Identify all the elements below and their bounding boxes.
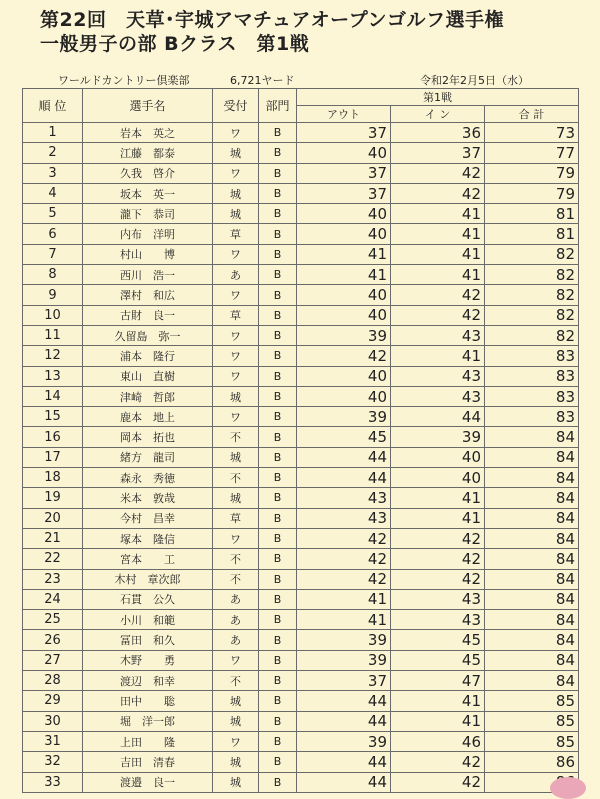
rank-cell: 14 [23,386,83,406]
col-header-rank: 順 位 [23,89,83,123]
course-yardage: 6,721ヤード [230,74,295,87]
player-name-cell: 西川 浩一 [83,265,213,285]
total-score-cell: 84 [485,671,579,691]
division-cell: B [259,731,297,751]
in-score-cell: 41 [391,204,485,224]
col-header-total: 合 計 [485,106,579,123]
out-score-cell: 37 [297,163,391,183]
rank-cell: 1 [23,123,83,143]
division-cell: B [259,224,297,244]
rank-cell: 19 [23,488,83,508]
player-name-cell: 坂本 英一 [83,183,213,203]
club-cell: あ [213,265,259,285]
results-body [23,123,579,793]
table-row [23,650,579,670]
player-name-cell: 江藤 都泰 [83,143,213,163]
club-cell: ワ [213,325,259,345]
rank-cell: 18 [23,468,83,488]
club-cell: ワ [213,528,259,548]
total-score-cell: 79 [485,183,579,203]
in-score-cell: 43 [391,325,485,345]
rank-cell: 4 [23,183,83,203]
rank-cell: 25 [23,610,83,630]
in-score-cell: 43 [391,610,485,630]
results-table [22,88,579,793]
rank-cell: 23 [23,569,83,589]
out-score-cell: 44 [297,447,391,467]
player-name-cell: 岩本 英之 [83,123,213,143]
player-name-cell: 田中 聡 [83,691,213,711]
out-score-cell: 40 [297,305,391,325]
table-row [23,224,579,244]
player-name-cell: 浦本 隆行 [83,346,213,366]
division-cell: B [259,325,297,345]
rank-cell: 22 [23,549,83,569]
in-score-cell: 45 [391,650,485,670]
in-score-cell: 42 [391,305,485,325]
player-name-cell: 堀 洋一郎 [83,711,213,731]
total-score-cell: 84 [485,427,579,447]
in-score-cell: 41 [391,691,485,711]
in-score-cell: 40 [391,468,485,488]
total-score-cell: 84 [485,589,579,609]
division-cell: B [259,671,297,691]
in-score-cell: 43 [391,386,485,406]
total-score-cell: 82 [485,244,579,264]
in-score-cell: 36 [391,123,485,143]
out-score-cell: 42 [297,346,391,366]
total-score-cell: 84 [485,610,579,630]
division-cell: B [259,488,297,508]
club-cell: 城 [213,143,259,163]
player-name-cell: 米本 敦哉 [83,488,213,508]
division-cell: B [259,691,297,711]
table-row [23,386,579,406]
club-cell: ワ [213,244,259,264]
table-row [23,549,579,569]
division-cell: B [259,143,297,163]
total-score-cell: 85 [485,711,579,731]
total-score-cell: 83 [485,346,579,366]
out-score-cell: 41 [297,265,391,285]
division-cell: B [259,650,297,670]
club-cell: 城 [213,447,259,467]
out-score-cell: 41 [297,610,391,630]
in-score-cell: 43 [391,366,485,386]
total-score-cell: 82 [485,265,579,285]
in-score-cell: 42 [391,772,485,792]
out-score-cell: 44 [297,711,391,731]
club-cell: 城 [213,772,259,792]
table-row [23,752,579,772]
total-score-cell: 81 [485,224,579,244]
table-row [23,244,579,264]
table-row [23,183,579,203]
page-title [40,8,504,56]
club-cell: ワ [213,123,259,143]
total-score-cell: 85 [485,691,579,711]
total-score-cell: 77 [485,143,579,163]
out-score-cell: 41 [297,244,391,264]
in-score-cell: 43 [391,589,485,609]
out-score-cell: 44 [297,691,391,711]
player-name-cell: 今村 昌幸 [83,508,213,528]
total-score-cell: 84 [485,468,579,488]
total-score-cell: 85 [485,731,579,751]
in-score-cell: 42 [391,285,485,305]
player-name-cell: 渡辺 和幸 [83,671,213,691]
in-score-cell: 42 [391,752,485,772]
col-header-round: 第1戦 [297,89,579,106]
col-header-in: イ ン [391,106,485,123]
in-score-cell: 37 [391,143,485,163]
player-name-cell: 緒方 龍司 [83,447,213,467]
out-score-cell: 43 [297,508,391,528]
table-row [23,285,579,305]
col-header-club: 受付 [213,89,259,123]
player-name-cell: 森永 秀徳 [83,468,213,488]
player-name-cell: 古財 良一 [83,305,213,325]
out-score-cell: 42 [297,569,391,589]
total-score-cell: 86 [485,752,579,772]
player-name-cell: 澤村 和広 [83,285,213,305]
rank-cell: 29 [23,691,83,711]
out-score-cell: 42 [297,549,391,569]
out-score-cell: 37 [297,183,391,203]
player-name-cell: 瀧下 恭司 [83,204,213,224]
table-row [23,447,579,467]
division-cell: B [259,183,297,203]
division-cell: B [259,427,297,447]
division-cell: B [259,772,297,792]
table-row [23,731,579,751]
out-score-cell: 40 [297,224,391,244]
total-score-cell: 84 [485,630,579,650]
club-cell: あ [213,630,259,650]
club-cell: 不 [213,468,259,488]
rank-cell: 24 [23,589,83,609]
total-score-cell: 84 [485,650,579,670]
table-row [23,366,579,386]
out-score-cell: 40 [297,366,391,386]
club-cell: 城 [213,691,259,711]
table-row [23,163,579,183]
in-score-cell: 39 [391,427,485,447]
out-score-cell: 42 [297,528,391,548]
in-score-cell: 41 [391,488,485,508]
table-row [23,407,579,427]
player-name-cell: 岡本 拓也 [83,427,213,447]
total-score-cell: 81 [485,204,579,224]
division-cell: B [259,407,297,427]
out-score-cell: 37 [297,123,391,143]
player-name-cell: 東山 直樹 [83,366,213,386]
in-score-cell: 41 [391,224,485,244]
player-name-cell: 津崎 哲郎 [83,386,213,406]
player-name-cell: 宮本 工 [83,549,213,569]
table-row [23,468,579,488]
player-name-cell: 吉田 清春 [83,752,213,772]
col-header-name: 選手名 [83,89,213,123]
in-score-cell: 41 [391,711,485,731]
division-cell: B [259,346,297,366]
club-cell: 城 [213,386,259,406]
rank-cell: 21 [23,528,83,548]
player-name-cell: 久留島 弥一 [83,325,213,345]
in-score-cell: 42 [391,549,485,569]
total-score-cell: 73 [485,123,579,143]
in-score-cell: 40 [391,447,485,467]
table-row [23,488,579,508]
club-cell: 不 [213,549,259,569]
in-score-cell: 47 [391,671,485,691]
club-cell: 不 [213,427,259,447]
total-score-cell: 84 [485,447,579,467]
total-score-cell: 84 [485,508,579,528]
total-score-cell: 82 [485,285,579,305]
table-row [23,711,579,731]
division-cell: B [259,711,297,731]
out-score-cell: 43 [297,488,391,508]
venue-name: ワールドカントリー倶楽部 [58,74,190,87]
corner-decoration [550,777,586,799]
table-row [23,427,579,447]
division-cell: B [259,630,297,650]
table-row [23,772,579,792]
out-score-cell: 39 [297,325,391,345]
division-cell: B [259,447,297,467]
player-name-cell: 鹿本 地上 [83,407,213,427]
table-row [23,569,579,589]
division-cell: B [259,386,297,406]
division-cell: B [259,305,297,325]
table-row [23,589,579,609]
col-header-division: 部門 [259,89,297,123]
total-score-cell: 82 [485,305,579,325]
club-cell: ワ [213,346,259,366]
division-cell: B [259,549,297,569]
total-score-cell: 83 [485,366,579,386]
club-cell: ワ [213,650,259,670]
in-score-cell: 41 [391,346,485,366]
club-cell: ワ [213,366,259,386]
total-score-cell: 84 [485,549,579,569]
rank-cell: 26 [23,630,83,650]
rank-cell: 15 [23,407,83,427]
total-score-cell: 84 [485,569,579,589]
table-row [23,265,579,285]
out-score-cell: 44 [297,752,391,772]
in-score-cell: 42 [391,569,485,589]
table-row [23,346,579,366]
division-cell: B [259,589,297,609]
table-row [23,123,579,143]
rank-cell: 33 [23,772,83,792]
in-score-cell: 46 [391,731,485,751]
table-row [23,630,579,650]
rank-cell: 20 [23,508,83,528]
out-score-cell: 39 [297,407,391,427]
in-score-cell: 44 [391,407,485,427]
division-cell: B [259,123,297,143]
division-cell: B [259,528,297,548]
division-cell: B [259,468,297,488]
table-row [23,305,579,325]
club-cell: 草 [213,305,259,325]
out-score-cell: 45 [297,427,391,447]
rank-cell: 2 [23,143,83,163]
division-cell: B [259,569,297,589]
event-date: 令和2年2月5日（水） [420,74,529,87]
division-cell: B [259,163,297,183]
total-score-cell: 84 [485,528,579,548]
club-cell: 草 [213,224,259,244]
rank-cell: 30 [23,711,83,731]
table-row [23,325,579,345]
out-score-cell: 41 [297,589,391,609]
division-cell: B [259,285,297,305]
player-name-cell: 上田 隆 [83,731,213,751]
rank-cell: 6 [23,224,83,244]
total-score-cell: 83 [485,407,579,427]
table-row [23,143,579,163]
rank-cell: 32 [23,752,83,772]
club-cell: ワ [213,407,259,427]
table-row [23,204,579,224]
in-score-cell: 42 [391,183,485,203]
out-score-cell: 39 [297,650,391,670]
rank-cell: 8 [23,265,83,285]
division-cell: B [259,366,297,386]
division-cell: B [259,610,297,630]
rank-cell: 17 [23,447,83,467]
title-line-1: 第22回 天草･宇城アマチュアオープンゴルフ選手権 [40,9,504,31]
division-cell: B [259,508,297,528]
rank-cell: 28 [23,671,83,691]
player-name-cell: 冨田 和久 [83,630,213,650]
club-cell: 草 [213,508,259,528]
rank-cell: 13 [23,366,83,386]
player-name-cell: 渡邉 良一 [83,772,213,792]
rank-cell: 10 [23,305,83,325]
total-score-cell: 79 [485,163,579,183]
club-cell: ワ [213,285,259,305]
club-cell: 城 [213,488,259,508]
player-name-cell: 村山 博 [83,244,213,264]
club-cell: 城 [213,204,259,224]
title-line-2: 一般男子の部 Bクラス 第1戦 [40,33,310,55]
out-score-cell: 39 [297,731,391,751]
player-name-cell: 塚本 隆信 [83,528,213,548]
club-cell: あ [213,589,259,609]
out-score-cell: 40 [297,386,391,406]
table-row [23,528,579,548]
player-name-cell: 久我 啓介 [83,163,213,183]
player-name-cell: 小川 和範 [83,610,213,630]
rank-cell: 12 [23,346,83,366]
club-cell: 城 [213,711,259,731]
total-score-cell: 84 [485,488,579,508]
in-score-cell: 41 [391,244,485,264]
club-cell: 城 [213,752,259,772]
rank-cell: 7 [23,244,83,264]
player-name-cell: 石貫 公久 [83,589,213,609]
out-score-cell: 37 [297,671,391,691]
in-score-cell: 41 [391,265,485,285]
out-score-cell: 40 [297,143,391,163]
out-score-cell: 40 [297,285,391,305]
club-cell: 城 [213,183,259,203]
club-cell: あ [213,610,259,630]
club-cell: 不 [213,569,259,589]
in-score-cell: 42 [391,163,485,183]
in-score-cell: 41 [391,508,485,528]
total-score-cell: 82 [485,325,579,345]
total-score-cell: 83 [485,386,579,406]
in-score-cell: 42 [391,528,485,548]
division-cell: B [259,752,297,772]
division-cell: B [259,204,297,224]
division-cell: B [259,244,297,264]
out-score-cell: 40 [297,204,391,224]
table-row [23,508,579,528]
header-row-1 [23,89,579,106]
rank-cell: 3 [23,163,83,183]
rank-cell: 9 [23,285,83,305]
table-row [23,610,579,630]
player-name-cell: 木野 勇 [83,650,213,670]
col-header-out: アウト [297,106,391,123]
rank-cell: 5 [23,204,83,224]
player-name-cell: 内布 洋明 [83,224,213,244]
table-row [23,691,579,711]
rank-cell: 31 [23,731,83,751]
in-score-cell: 45 [391,630,485,650]
out-score-cell: 44 [297,468,391,488]
player-name-cell: 木村 章次郎 [83,569,213,589]
out-score-cell: 44 [297,772,391,792]
rank-cell: 11 [23,325,83,345]
club-cell: 不 [213,671,259,691]
club-cell: ワ [213,731,259,751]
division-cell: B [259,265,297,285]
table-row [23,671,579,691]
rank-cell: 27 [23,650,83,670]
rank-cell: 16 [23,427,83,447]
out-score-cell: 39 [297,630,391,650]
club-cell: ワ [213,163,259,183]
